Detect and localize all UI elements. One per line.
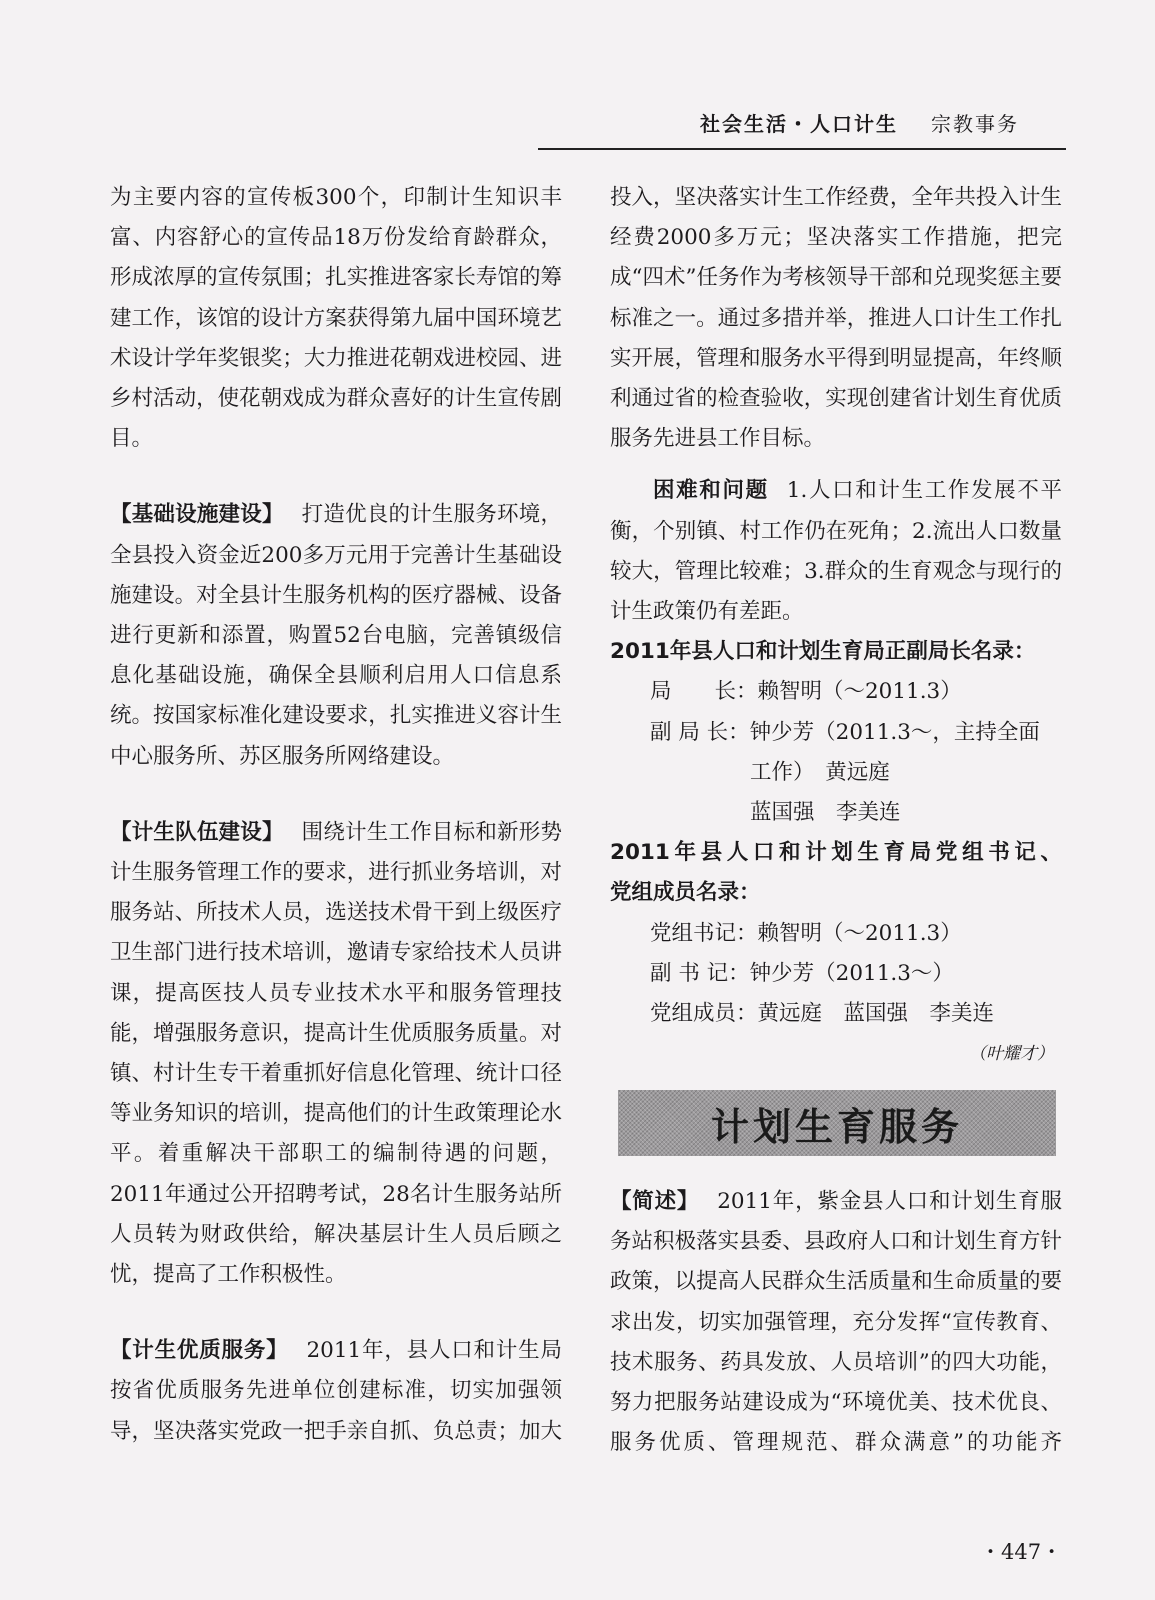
roster-row: 工作） 黄远庭 xyxy=(750,759,890,785)
roster-row: 党组书记：赖智明（～2011.3） xyxy=(650,920,962,946)
roster-row: 副 书 记：钟少芳（2011.3～） xyxy=(650,960,954,986)
section-title: 计划生育服务 xyxy=(710,1104,963,1149)
roster-row: 党组成员：黄远庭 蓝国强 李美连 xyxy=(650,1001,995,1027)
left-column xyxy=(110,178,562,1452)
section-tag: 【计生队伍建设】 xyxy=(110,819,284,845)
section-tag: 【计生优质服务】 xyxy=(110,1338,289,1364)
section-body xyxy=(610,1182,1062,1463)
left-paragraph-3 xyxy=(110,813,562,1295)
right-paragraph-2 xyxy=(610,471,1062,632)
paragraph-text: 1.人口和计生工作发展不平衡，个别镇、村工作仍在死角；2.流出人口数量较大，管理比较难；3.群众的生育观念与现行的计生政策仍有差距。 xyxy=(610,478,1062,625)
roster-title-2: 2011年县人口和计划生育局党组书记、 xyxy=(610,840,1062,866)
paragraph-text: 打造优良的计生服务环境，全县投入资金近200多万元用于完善计生基础设施建设。对全县计生服务机构的医疗器械、设备进行更新和添置，购置52台电脑，完善镇级信息化基础设施，确保全县顺利启用人口信息系统。按国家标准化建设要求，扎实推进义容计生中心服务所、苏区服务所网络建设。 xyxy=(110,502,562,769)
left-paragraph-4 xyxy=(110,1331,562,1452)
roster-title-2-cont: 党组成员名录： xyxy=(610,880,761,906)
paragraph-text: 围绕计生工作目标和新形势计生服务管理工作的要求，进行抓业务培训，对服务站、所技术人员，选送技术骨干到上级医疗卫生部门进行技术培训，邀请专家给技术人员讲课，提高医技人员专业技术水平和服务管理技能，增强服务意识，提高计生优质服务质量。对镇、村计生专干着重抓好信息化管理、统计口径等业务知识的培训，提高他们的计生政策理论水平。着重解决干部职工的编制待遇的问题，2011年通过公开招聘考试，28名计生服务站所人员转为财政供给，解决基层计生人员后顾之忧，提高了工作积极性。 xyxy=(110,819,562,1288)
left-paragraph-1: 为主要内容的宣传板300个，印制计生知识丰富、内容舒心的宣传品18万份发给育龄群众，形成浓厚的宣传氛围；扎实推进客家长寿馆的筹建工作，该馆的设计方案获得第九届中国环境艺术设计学年奖银奖；大力推进花朝戏进校园、进乡村活动，使花朝戏成为群众喜好的计生宣传剧目。 xyxy=(110,185,562,452)
header-subsection: 宗教事务 xyxy=(930,112,1019,136)
roster-title-1: 2011年县人口和计划生育局正副局长名录： xyxy=(610,639,1036,665)
summary-paragraph xyxy=(610,1182,1062,1463)
roster-row: 副 局 长：钟少芳（2011.3～，主持全面 xyxy=(650,719,1040,745)
section-banner xyxy=(618,1090,1056,1156)
header-rule xyxy=(538,148,1066,150)
section-tag: 【基础设施建设】 xyxy=(110,502,284,528)
summary-tag: 【简述】 xyxy=(610,1189,700,1214)
running-header xyxy=(700,108,1019,137)
paragraph-text: 2011年，县人口和计生局按省优质服务先进单位创建标准，切实加强领导，坚决落实党政一把手亲自抓、负总责；加大 xyxy=(110,1338,562,1444)
header-section: 社会生活・人口计生 xyxy=(700,112,898,136)
left-paragraph-2 xyxy=(110,495,562,776)
roster-row: 蓝国强 李美连 xyxy=(750,800,901,826)
problems-keyword: 困难和问题 xyxy=(653,478,769,504)
right-paragraph-1: 投入，坚决落实计生工作经费，全年共投入计生经费2000多万元；坚决落实工作措施，把完成“四术”任务作为考核领导干部和兑现奖惩主要标准之一。通过多措并举，推进人口计生工作扎实开展，管理和服务水平得到明显提高，年终顺利通过省的检查验收，实现创建省计划生育优质服务先进县工作目标。 xyxy=(610,185,1062,452)
page-number: ・447・ xyxy=(980,1540,1063,1564)
roster-row: 局 长：赖智明（～2011.3） xyxy=(650,679,962,705)
author-credit: （叶耀才） xyxy=(969,1044,1054,1065)
right-column xyxy=(610,178,1062,1074)
paragraph-text: 2011年，紫金县人口和计划生育服务站积极落实县委、县政府人口和计划生育方针政策，以提高人民群众生活质量和生命质量的要求出发，切实加强管理，充分发挥“宣传教育、技术服务、药具发放、人员培训”的四大功能，努力把服务站建设成为“环境优美、技术优良、服务优质、管理规范、群众满意”的功能齐 xyxy=(610,1189,1062,1456)
